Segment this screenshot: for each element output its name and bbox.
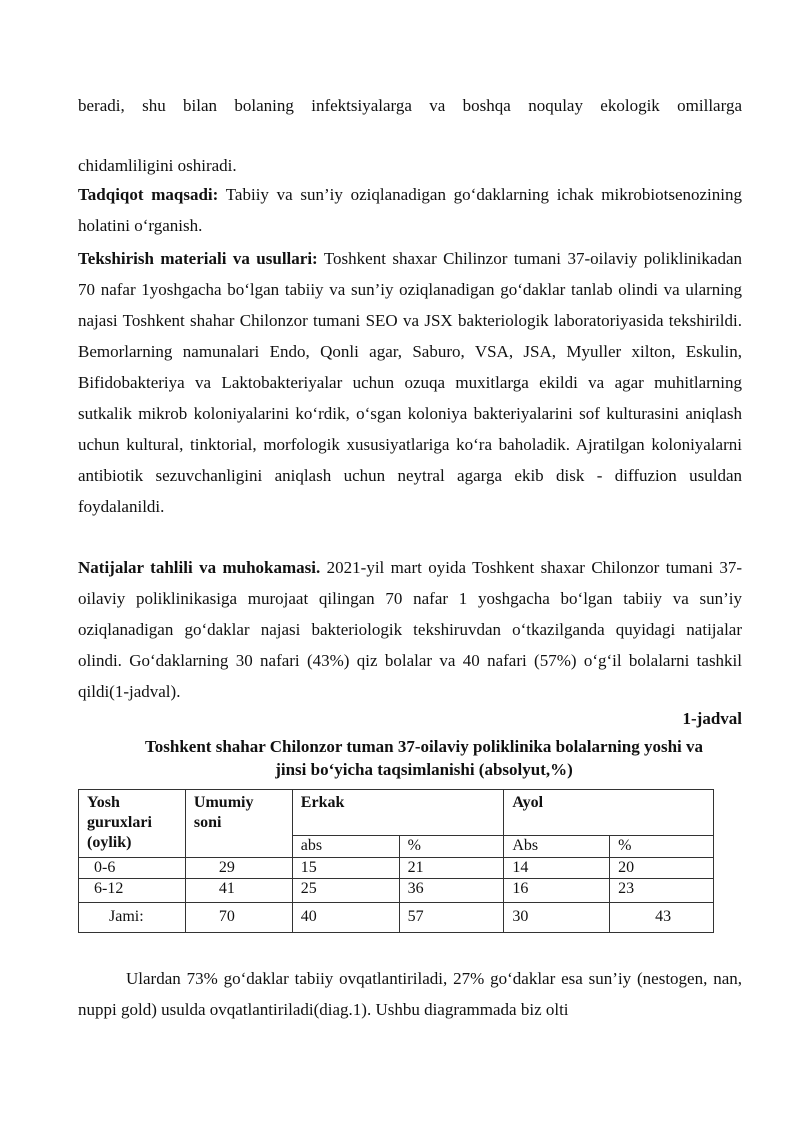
paragraph-intro-line2: chidamliligini oshiradi.	[78, 156, 237, 175]
maqsad-text: Tabiiy va sun’iy oziqlanadigan go‘daklarning ichak mikrobiotsenozining holatini o‘rganish.	[78, 185, 742, 235]
cell-male-abs: 15	[292, 858, 399, 879]
material-label: Tekshirish materiali va usullari:	[78, 249, 318, 268]
material-text: Toshkent shaxar Chilinzor tumani 37-oilaviy poliklinikadan 70 nafar 1yoshgacha bo‘lgan tabiiy va sun’iy oziqlanadigan go‘daklar tanlab olindi va ularning najasi Toshkent shahar Chilonzor tumani SEO va JSX bakteriologik laboratoriyasida tekshirildi. Bemorlarning namunalari Endo, Qonli agar, Saburo, VSA, JSA, Myuller xilton, Eskulin, Bifidobakteriya va Laktobakteriyalar uchun ozuqa muxitlarga ekildi va agar muhitlarning sutkalik mikrob koloniyalarini ko‘rdik, o‘sgan koloniya bakteriyalarini sof kulturasini aniqlash uchun kultural, tinktorial, morfologik xususiyatlariga ko‘ra baholadik. Ajratilgan koloniyalarni antibiotik sezuvchanligini aniqlash uchun neytral agarga ekib disk - diffuzion usuldan foydalanildi.	[78, 249, 742, 516]
cell-group: 6-12	[79, 879, 186, 903]
cell-female-pct: 43	[610, 903, 714, 933]
cell-male-abs: 25	[292, 879, 399, 903]
table-row-total	[79, 903, 714, 933]
cell-group: Jami:	[79, 903, 186, 933]
paragraph-last: Ulardan 73% go‘daklar tabiiy ovqatlantiriladi, 27% go‘daklar esa sun’iy (nestogen, nan, nuppi gold) usulda ovqatlantiriladi(diag.1). Ushbu diagrammada biz olti	[78, 969, 742, 1019]
cell-female-abs: 14	[504, 858, 610, 879]
natija-text: 2021-yil mart oyida Toshkent shaxar Chilonzor tumani 37-oilaviy poliklinikasiga murojaat qilingan 70 nafar 1 yoshgacha bo‘lgan tabiiy va sun’iy oziqlanadigan go‘daklar najasi bakteriologik tekshiruvdan o‘tkazilganda quyidagi natijalar olindi. Go‘daklarning 30 nafari (43%) qiz bolalar va 40 nafari (57%) o‘g‘il bolalarni tashkil qildi(1-jadval).	[78, 558, 742, 701]
cell-female-pct: 23	[610, 879, 714, 903]
cell-group: 0-6	[79, 858, 186, 879]
table-row	[79, 858, 714, 879]
header-female: Ayol	[504, 790, 714, 836]
cell-total: 41	[185, 879, 292, 903]
paragraph-maqsad	[78, 179, 742, 241]
table-caption-line2: jinsi bo‘yicha taqsimlanishi (absolyut,%)	[275, 760, 573, 779]
paragraph-intro-line1: beradi, shu bilan bolaning infektsiyalarga va boshqa noqulay ekologik omillarga	[78, 96, 742, 115]
cell-male-pct: 21	[399, 858, 504, 879]
table-row	[79, 879, 714, 903]
paragraph-natija	[78, 552, 742, 707]
paragraph-material	[78, 243, 742, 522]
cell-female-pct: 20	[610, 858, 714, 879]
cell-male-pct: 57	[399, 903, 504, 933]
cell-female-abs: 16	[504, 879, 610, 903]
cell-female-abs: 30	[504, 903, 610, 933]
cell-male-abs: 40	[292, 903, 399, 933]
cell-total: 70	[185, 903, 292, 933]
header-total: Umumiy soni	[185, 790, 292, 858]
table-caption-line1: Toshkent shahar Chilonzor tuman 37-oilaviy poliklinika bolalarning yoshi va	[144, 737, 703, 756]
document-page	[78, 90, 742, 1025]
header-male-abs: abs	[292, 836, 399, 858]
header-male: Erkak	[292, 790, 504, 836]
header-female-abs: Abs	[504, 836, 610, 858]
maqsad-label: Tadqiqot maqsadi:	[78, 185, 219, 204]
header-male-pct: %	[399, 836, 504, 858]
cell-total: 29	[185, 858, 292, 879]
table-caption	[106, 735, 742, 781]
header-age-group: Yosh guruxlari (oylik)	[79, 790, 186, 858]
natija-label: Natijalar tahlili va muhokamasi.	[78, 558, 321, 577]
header-female-pct: %	[610, 836, 714, 858]
table-number: 1-jadval	[682, 709, 742, 728]
cell-male-pct: 36	[399, 879, 504, 903]
data-table	[78, 789, 714, 933]
